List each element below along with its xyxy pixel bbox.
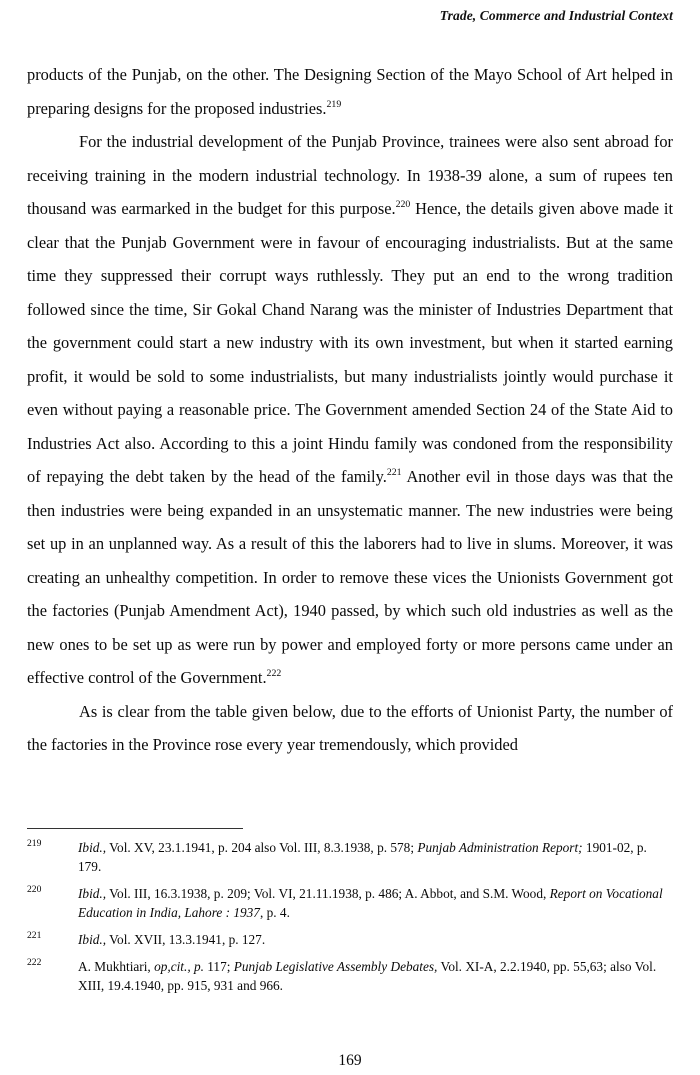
text-run: Another evil in those days was that the then industries were being expanded in an unsystematic manner. The new industries were being set up in an unplanned way. As a result of this the laborers had to live in slums. Moreover, it was creating an unhealthy competition. In order to remove these vices the Unionists Government got the factories (Punjab Amendment Act), 1940 passed, by which such old industries as well as the new ones to be set up as were run by power and employed forty or more persons came under an effective control of the Government.	[27, 467, 673, 687]
footnote-reference-219[interactable]: 219	[326, 98, 342, 110]
text-run: Hence, the details given above made it clear that the Punjab Government were in favour of encouraging industrialists. But at the same time they suppressed their corrupt ways ruthlessly. They put an end to the wrong tradition followed since the time, Sir Gokal Chand Narang was the minister of Industries Department that the government could start a new industry with its own investment, but when it started earning profit, it would be sold to some industrialists, but many industrialists jointly would purchase it even without paying a reasonable price. The Government amended Section 24 of the State Aid to Industries Act also. According to this a joint Hindu family was condoned from the responsibility of repaying the debt taken by the head of the family.	[27, 199, 674, 486]
text-run: Vol. XV, 23.1.1941, p. 204 also Vol. III, 8.3.1938, p. 578;	[106, 840, 418, 855]
italic-title: Ibid.,	[78, 840, 107, 855]
footnote-reference-222[interactable]: 222	[266, 668, 282, 679]
footnote-text	[78, 932, 265, 947]
footnote-219	[27, 838, 673, 876]
text-run: 117;	[203, 959, 234, 974]
italic-title: Ibid.,	[78, 886, 107, 901]
footnote-list	[27, 838, 673, 995]
footnote-text	[78, 840, 647, 874]
italic-title: Report on Vocational Education in India, Lahore : 1937	[78, 886, 663, 920]
footnote-number-220: 220	[27, 884, 42, 895]
footnote-reference-220[interactable]: 220	[395, 199, 411, 210]
text-run: For the industrial development of the Punjab Province, trainees were also sent abroad for receiving training in the modern industrial technology. In 1938-39 alone, a sum of rupees ten thousand was earmarked in the budget for this purpose.	[27, 132, 673, 218]
text-run: Vol. III, 16.3.1938, p. 209; Vol. VI, 21.11.1938, p. 486; A. Abbot, and S.M. Wood,	[106, 886, 550, 901]
text-run: Vol. XI-A, 2.2.1940, pp. 55,63; also Vol. XIII, 19.4.1940, pp. 915, 931 and 966.	[78, 959, 657, 993]
footnote-220	[27, 884, 673, 922]
footnote-reference-221[interactable]: 221	[386, 467, 402, 478]
paragraph-2	[27, 125, 673, 695]
footnote-number-219: 219	[27, 838, 42, 849]
running-head: Trade, Commerce and Industrial Context	[439, 8, 673, 23]
footnote-section	[27, 828, 673, 1003]
italic-title: op,cit., p.	[154, 959, 204, 974]
footnote-221	[27, 930, 673, 949]
text-run: , p. 4.	[259, 905, 290, 920]
italic-title: Punjab Administration Report;	[417, 840, 583, 855]
page-number: 169	[338, 1052, 362, 1069]
text-run: As is clear from the table given below, due to the efforts of Unionist Party, the number of the factories in the Province rose every year tremendously, which provided	[27, 701, 673, 754]
footnote-text	[78, 886, 663, 920]
italic-title: Ibid.,	[78, 932, 107, 947]
footnote-number-221: 221	[27, 930, 42, 941]
text-run: 1901-02, p. 179.	[78, 840, 647, 874]
text-run: products of the Punjab, on the other. The Designing Section of the Mayo School of Art helped in preparing designs for the proposed industries.	[27, 65, 673, 118]
italic-title: Punjab Legislative Assembly Debates,	[233, 959, 438, 974]
footnote-222	[27, 957, 673, 995]
body-text	[27, 58, 673, 762]
footnote-separator-rule	[27, 828, 243, 829]
paragraph-1	[27, 58, 673, 125]
footnote-text	[78, 959, 656, 993]
paragraph-3	[27, 695, 673, 762]
footnote-number-222: 222	[27, 957, 42, 968]
text-run: Vol. XVII, 13.3.1941, p. 127.	[106, 932, 266, 947]
text-run: A. Mukhtiari,	[78, 959, 155, 974]
